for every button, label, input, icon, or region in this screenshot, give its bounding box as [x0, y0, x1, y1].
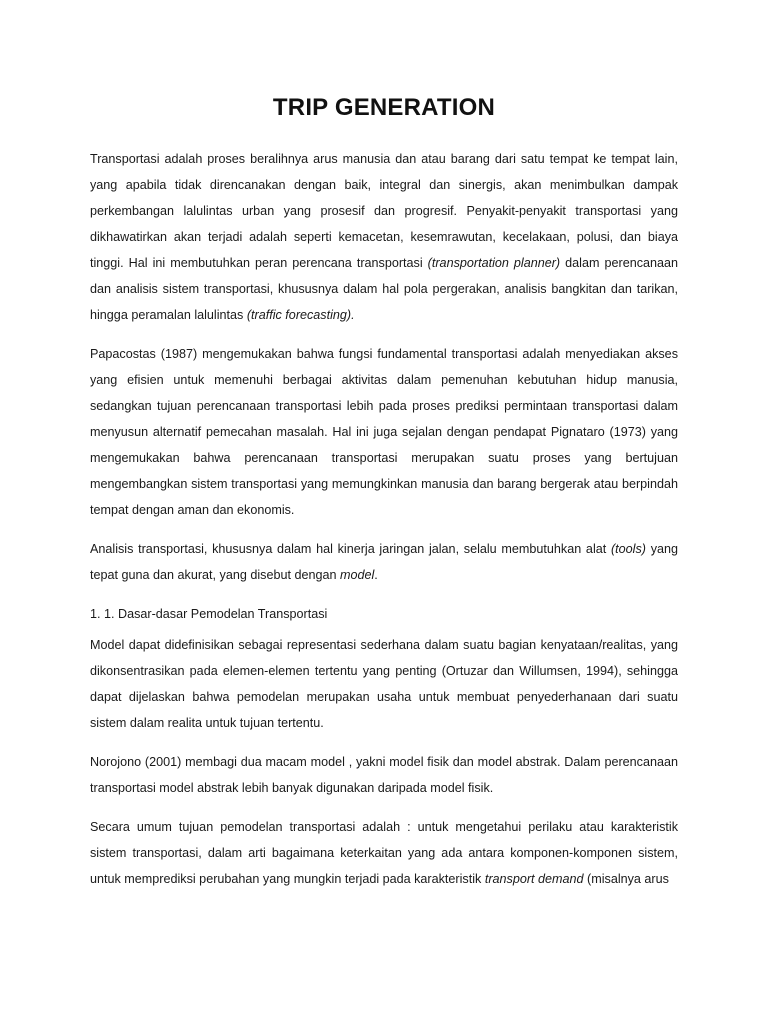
paragraph-4: Model dapat didefinisikan sebagai representasi sederhana dalam suatu bagian kenyataan/realitas, yang dikonsentrasikan pada elemen-elemen tertentu yang penting (Ortuzar dan Willumsen, 1994), sehingga dapat dijelaskan bahwa pemodelan merupakan usaha untuk membuat penyederhanaan dari suatu sistem dalam realita untuk tujuan tertentu.: [90, 638, 678, 730]
paragraph-3: [90, 536, 678, 588]
paragraph-3-text-c: yang tepat guna dan akurat, yang disebut dengan: [90, 542, 678, 582]
paragraph-5: Norojono (2001) membagi dua macam model , yakni model fisik dan model abstrak. Dalam perencanaan transportasi model abstrak lebih banyak digunakan daripada model fisik.: [90, 755, 678, 795]
paragraph-2: Papacostas (1987) mengemukakan bahwa fungsi fundamental transportasi adalah menyediakan akses yang efisien untuk memenuhi berbagai aktivitas dalam pemenuhan kebutuhan hidup manusia, sedangkan tujuan perencanaan transportasi lebih pada proses prediksi permintaan transportasi dalam menyusun alternatif pemecahan masalah. Hal ini juga sejalan dengan pendapat Pignataro (1973) yang mengemukakan bahwa perencanaan transportasi merupakan suatu proses yang bertujuan mengembangkan sistem transportasi yang memungkinkan manusia dan barang bergerak atau berpindah tempat dengan aman dan ekonomis.: [90, 347, 678, 517]
paragraph-6-italic-b: transport demand: [484, 872, 584, 886]
document-title: TRIP GENERATION: [272, 94, 496, 121]
paragraph-6: [90, 814, 678, 892]
paragraph-1: [90, 146, 678, 328]
paragraph-6-text-a: Secara umum tujuan pemodelan transportasi adalah : untuk mengetahui perilaku atau karakteristik sistem transportasi, dalam arti bagaimana keterkaitan yang ada antara komponen-komponen sistem, untuk memprediksi perubahan yang mungkin terjadi pada karakteristik: [90, 820, 678, 886]
document-body: [90, 146, 678, 892]
paragraph-3-italic-d: model: [339, 568, 375, 582]
paragraph-3-italic-b: (tools): [610, 542, 646, 556]
paragraph-3-text-e: .: [374, 568, 378, 582]
paragraph-1-text-a: Transportasi adalah proses beralihnya arus manusia dan atau barang dari satu tempat ke tempat lain, yang apabila tidak direncanakan dengan baik, integral dan sinergis, akan menimbulkan dampak perkembangan lalulintas urban yang prosesif dan progresif. Penyakit-penyakit transportasi yang dikhawatirkan akan terjadi adalah seperti kemacetan, kesemrawutan, kecelakaan, polusi, dan biaya tinggi. Hal ini membutuhkan peran perencana transportasi: [90, 152, 678, 270]
paragraph-1-italic-b: (transportation planner): [427, 256, 561, 270]
paragraph-1-text-c: dalam perencanaan dan analisis sistem transportasi, khususnya dalam hal pola pergerakan, analisis bangkitan dan tarikan, hingga peramalan lalulintas: [90, 256, 679, 322]
section-heading: 1. 1. Dasar-dasar Pemodelan Transportasi: [90, 607, 328, 621]
paragraph-3-text-a: Analisis transportasi, khususnya dalam hal kinerja jaringan jalan, selalu membutuhkan alat: [90, 542, 611, 556]
paragraph-6-text-c: (misalnya arus: [583, 872, 669, 886]
paragraph-1-italic-d: (traffic forecasting).: [246, 308, 355, 322]
